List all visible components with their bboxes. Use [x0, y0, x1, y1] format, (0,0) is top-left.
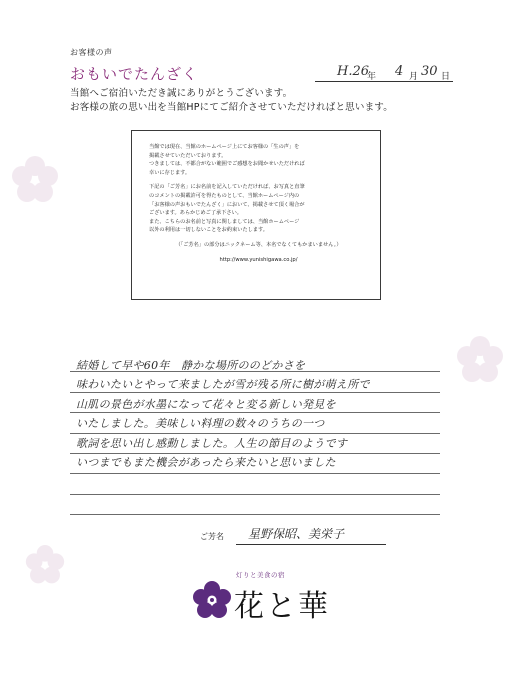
notice-box [131, 130, 381, 300]
background-flower-decoration [5, 150, 65, 210]
logo-name: 花と華 [234, 589, 330, 624]
notice-line: のコメントの掲載許可を得たものとして、当館ホームページ内の [149, 192, 300, 199]
notice-line: 幸いに存じます。 [149, 169, 191, 176]
background-flower-decoration [450, 330, 510, 390]
date-year-unit: 年 [367, 72, 377, 82]
message-line: 味わいたいとやって来ましたが雪が残る所に樹が萌え所で [76, 378, 370, 392]
message-line: 山肌の景色が水墨になって花々と変る新しい発見を [76, 397, 336, 411]
notice-line: 「お客様の声おもいでたんざく」において、掲載させて頂く場合が [149, 201, 305, 208]
notice-line: 当館では現在、当館のホームページ上にてお客様の「生の声」を [149, 144, 300, 150]
notice-line: また、こちらのお名前と写真に関しましては、当館ホームページ [149, 218, 300, 225]
date-month: 4 [395, 64, 404, 79]
notice-line: 掲載させていただいております。 [149, 152, 227, 159]
date-month-unit: 月 [409, 72, 419, 82]
date-field [315, 62, 453, 86]
notice-line: つきましては、不都合がない範囲でご感想をお聞かせいただければ [149, 161, 305, 168]
intro-line: お客様の旅の思い出を当館HPにてご紹介させていただければと思います。 [70, 102, 393, 113]
logo-tagline: 灯りと美食の宿 [236, 571, 285, 579]
signature-row [200, 525, 386, 545]
message-line: いつまでもまた機会があったら来たいと思いました [76, 456, 336, 470]
notice-line: ございます。あらかじめご了承下さい。 [149, 210, 242, 217]
message-line: 結婚して早や60年 静かな場所ののどかさを [76, 359, 306, 372]
date-day: 30 [421, 64, 438, 79]
header-label: お客様の声 [70, 48, 113, 57]
flower-logo-icon [192, 580, 232, 620]
date-era-year: H.26 [337, 64, 370, 79]
signature-label: ご芳名 [200, 532, 224, 541]
date-day-unit: 日 [441, 72, 451, 82]
notice-line: 下記の「ご芳名」にお名前を記入していただければ、お写真と直筆 [149, 184, 305, 191]
background-flower-decoration [20, 540, 70, 590]
notice-line: 以外の利用は一切しないことをお約束いたします。 [149, 227, 268, 234]
signature-name: 星野保昭、美栄子 [248, 527, 345, 541]
handwritten-message [76, 356, 446, 472]
signature-underline [236, 544, 386, 545]
notice-footnote: （「ご芳名」の部分はニックネーム等、本名でなくてもかまいません。） [175, 241, 342, 248]
date-underline [315, 81, 453, 82]
intro-text [70, 87, 393, 115]
notice-url: http://www.yunishigawa.co.jp/ [219, 256, 298, 263]
message-line: いたしました。美味しい料理の数々のうちの一つ [76, 417, 325, 431]
intro-line: 当館へご宿泊いただき誠にありがとうございます。 [70, 88, 293, 99]
page-title: おもいでたんざく [70, 65, 199, 83]
message-line: 歌詞を思い出し感動しました。人生の節目のようです [76, 436, 348, 450]
brand-logo [190, 566, 330, 636]
